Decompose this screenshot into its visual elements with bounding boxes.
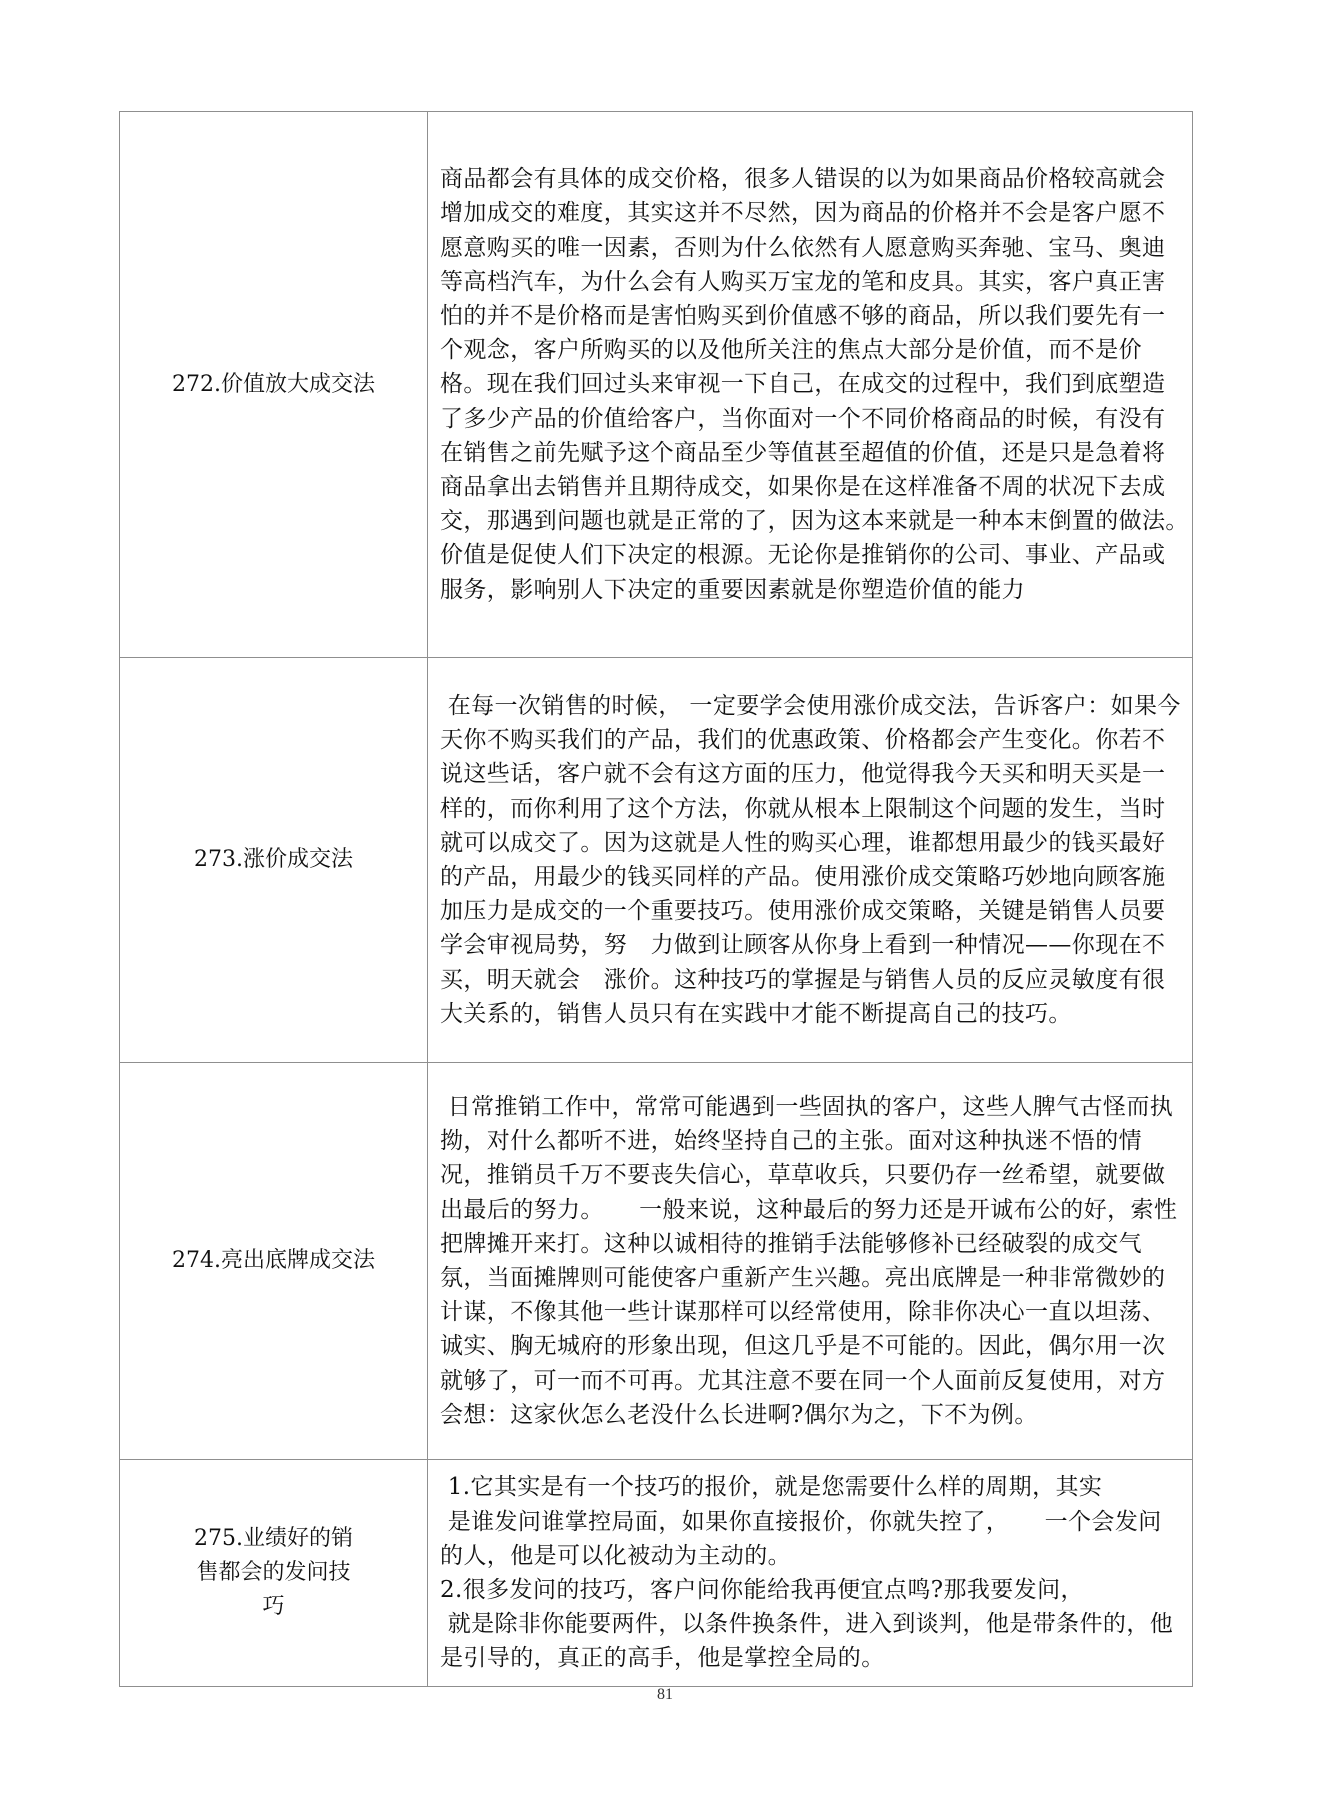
page-number: 81: [657, 1686, 673, 1703]
content-paragraph: 2.很多发问的技巧，客户问你能给我再便宜点鸣?那我要发问， 就是除非你能要两件，以条件换条件，进入到谈判，他是带条件的，他是引导的，真正的高手，他是掌控全局的。: [440, 1577, 1174, 1672]
row-content: [428, 112, 1225, 658]
content-table: [119, 111, 1225, 1687]
row-content: [428, 1460, 1193, 1687]
row-label: 273.涨价成交法: [120, 658, 428, 1063]
content-paragraph: 商品都会有具体的成交价格，很多人错误的以为如果商品价格较高就会增加成交的难度，其实这并不尽然，因为商品的价格并不会是客户愿不愿意购买的唯一因素，否则为什么依然有人愿意购买奔驰、宝马、奥迪等高档汽车，为什么会有人购买万宝龙的笔和皮具。其实，客户真正害怕的并不是价格而是害怕购买到价值感不够的商品，所以我们要先有一个观念，客户所购买的以及他所关注的焦点大部分是价值，而不是价格。现在我们回过头来审视一下自己，在成交的过程中，我们到底塑造了多少产品的价值给客户，当你面对一个不同价格商品的时候，有没有在销售之前先赋予这个商品至少等值甚至超值的价值，还是只是急着将商品拿出去销售并且期待成交，如果你是在这样准备不周的状况下去成交，那遇到问题也就是正常的了，因为这本来就是一种本末倒置的做法。 价值是促使人们下决定的根源。无论你是推销你的公司、事业、产品或服务，影响别人下决定的重要因素就是你塑造价值的能力: [440, 166, 1225, 603]
content-paragraph: 在每一次销售的时候， 一定要学会使用涨价成交法，告诉客户：如果今天你不购买我们的产品，我们的优惠政策、价格都会产生变化。你若不说这些话，客户就不会有这方面的压力，他觉得我今天买和明天买是一样的，而你利用了这个方法，你就从根本上限制这个问题的发生，当时就可以成交了。因为这就是人性的购买心理，谁都想用最少的钱买最好的产品，用最少的钱买同样的产品。使用涨价成交策略巧妙地向顾客施加压力是成交的一个重要技巧。使用涨价成交策略，关键是销售人员要学会审视局势，努 力做到让顾客从你身上看到一种情况——你现在不买，明天就会 涨价。这种技巧的掌握是与销售人员的反应灵敏度有很大关系的，销售人员只有在实践中才能不断提高自己的技巧。: [440, 692, 1181, 1027]
table-row: [120, 658, 1193, 1063]
row-content: [428, 1063, 1193, 1460]
table-row: [120, 1460, 1193, 1687]
table-row: [120, 1063, 1193, 1460]
table-row: [120, 112, 1193, 658]
content-paragraph: 1.它其实是有一个技巧的报价，就是您需要什么样的周期，其实 是谁发问谁掌控局面，如果你直接报价，你就失控了， 一个会发问的人，他是可以化被动为主动的。: [440, 1474, 1162, 1569]
row-content: [428, 658, 1193, 1063]
row-label: 272.价值放大成交法: [120, 112, 428, 658]
row-label: 275.业绩好的销售都会的发问技巧: [120, 1460, 428, 1687]
row-label: 274.亮出底牌成交法: [120, 1063, 428, 1460]
content-paragraph: 日常推销工作中，常常可能遇到一些固执的客户，这些人脾气古怪而执拗，对什么都听不进，始终坚持自己的主张。面对这种执迷不悟的情况，推销员千万不要丧失信心，草草收兵，只要仍存一丝希望，就要做出最后的努力。 一般来说，这种最后的努力还是开诚布公的好，索性把牌摊开来打。这种以诚相待的推销手法能够修补已经破裂的成交气氛，当面摊牌则可能使客户重新产生兴趣。亮出底牌是一种非常微妙的计谋，不像其他一些计谋那样可以经常使用，除非你决心一直以坦荡、诚实、胸无城府的形象出现，但这几乎是不可能的。因此，偶尔用一次就够了，可一而不可再。尤其注意不要在同一个人面前反复使用，对方会想：这家伙怎么老没什么长进啊?偶尔为之，下不为例。: [440, 1093, 1178, 1428]
